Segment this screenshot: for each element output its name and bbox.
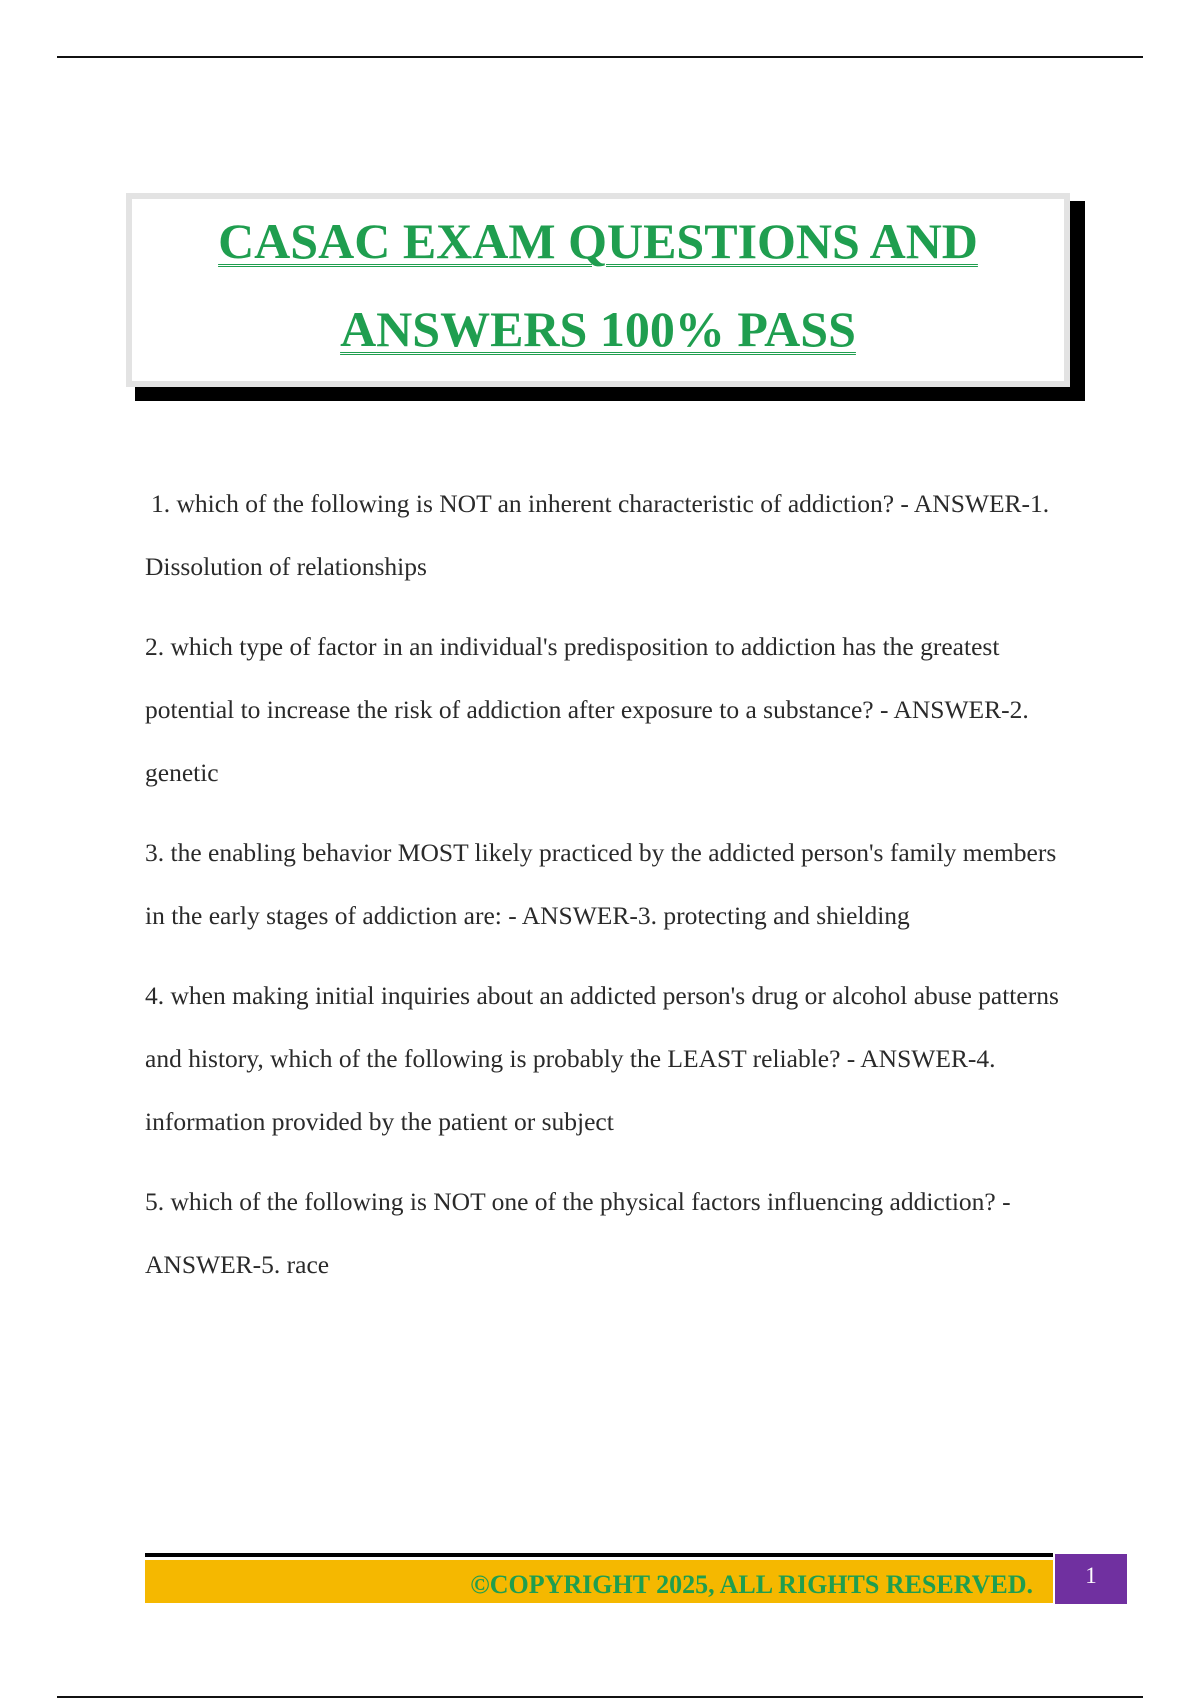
footer-bar xyxy=(145,1553,1053,1603)
question-list xyxy=(145,472,1075,1313)
title-line-2: ANSWERS 100% PASS xyxy=(340,301,856,357)
question-item-2: 2. which type of factor in an individual's predisposition to addiction has the greatest potential to increase the risk of addiction after exposure to a substance? - ANSWER-2. genetic xyxy=(145,632,1029,787)
question-item-4: 4. when making initial inquiries about an addicted person's drug or alcohol abuse patterns and history, which of the following is probably the LEAST reliable? - ANSWER-4. information provided by the patient or subject xyxy=(145,981,1059,1136)
copyright-text: ©COPYRIGHT 2025, ALL RIGHTS RESERVED. xyxy=(470,1570,1033,1599)
question-item-1: 1. which of the following is NOT an inherent characteristic of addiction? - ANSWER-1. Dissolution of relationships xyxy=(145,489,1050,581)
page-number: 1 xyxy=(1055,1554,1127,1604)
footer-rule xyxy=(145,1553,1053,1557)
question-item-3: 3. the enabling behavior MOST likely practiced by the addicted person's family members in the early stages of addiction are: - ANSWER-3. protecting and shielding xyxy=(145,838,1057,930)
title-line-1: CASAC EXAM QUESTIONS AND xyxy=(218,213,978,269)
footer-band xyxy=(145,1560,1053,1603)
header-rule xyxy=(57,56,1143,58)
title-box xyxy=(126,193,1070,387)
question-item-5: 5. which of the following is NOT one of the physical factors influencing addiction? - ANSWER-5. race xyxy=(145,1187,1011,1279)
bottom-rule xyxy=(57,1696,1143,1698)
